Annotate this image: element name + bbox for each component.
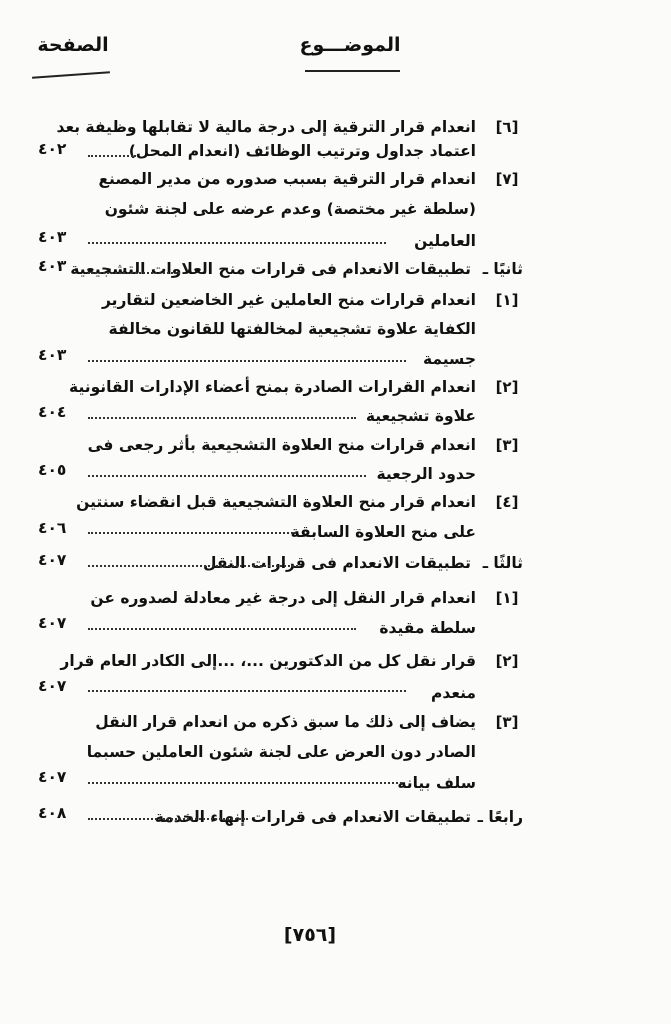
entry-page-number: ٤٠٢ [38, 140, 67, 158]
bleed-through-text [540, 60, 630, 75]
entry-number: [١] [495, 589, 519, 607]
entry-text-line: علاوة تشجيعية [365, 407, 476, 425]
leader-dots [88, 818, 248, 820]
section-title: تطبيقات الانعدام فى قرارات منح العلاوات التشجيعية [70, 260, 471, 278]
entry-text-line: انعدام قرار النقل إلى درجة غير معادلة لصدوره عن [90, 589, 476, 607]
leader-dots [88, 360, 406, 362]
leader-dots [88, 782, 402, 784]
entry-number: [٣] [495, 436, 519, 454]
entry-number: [٤] [495, 493, 519, 511]
section-title: تطبيقات الانعدام فى قرارات النقل [203, 554, 471, 572]
entry-page-number: ٤٠٧ [38, 677, 67, 695]
entry-text-line: حدود الرجعية [376, 465, 476, 483]
entry-page-number: ٤٠٣ [38, 257, 67, 275]
page-number-footer: [٧٥٦] [283, 924, 337, 946]
section-ordinal: ثالثًا ـ [482, 554, 523, 572]
topic-header-underline [305, 70, 400, 72]
entry-text-line: سلطة مقيدة [379, 619, 476, 637]
entry-page-number: ٤٠٧ [38, 768, 67, 786]
topic-column-header: الموضـــوع [299, 34, 401, 56]
entry-number: [٢] [495, 378, 519, 396]
entry-text-line: انعدام القرارات الصادرة بمنح أعضاء الإدارات القانونية [69, 378, 476, 396]
leader-dots [88, 417, 356, 419]
entry-text-line: على منح العلاوة السابقة [290, 523, 476, 541]
entry-page-number: ٤٠٥ [38, 461, 67, 479]
leader-dots [88, 532, 296, 534]
entry-page-number: ٤٠٣ [38, 228, 67, 246]
entry-text-line: سلف بيانه [397, 774, 476, 792]
entry-text-line: قرار نقل كل من الدكتورين ...، ...إلى الكادر العام قرار [60, 652, 476, 670]
entry-page-number: ٤٠٣ [38, 346, 67, 364]
leader-dots [88, 565, 298, 567]
page-header-underline [32, 71, 110, 78]
entry-number: [٧] [495, 170, 519, 188]
entry-page-number: ٤٠٨ [38, 804, 67, 822]
entry-page-number: ٤٠٤ [38, 403, 67, 421]
section-ordinal: رابعًا ـ [477, 808, 523, 826]
entry-page-number: ٤٠٧ [38, 614, 67, 632]
entry-text-line: الصادر دون العرض على لجنة شئون العاملين حسبما [86, 743, 476, 761]
section-ordinal: ثانيًا ـ [482, 260, 523, 278]
entry-number: [١] [495, 291, 519, 309]
entry-text-line: الكفاية علاوة تشجيعية لمخالفتها للقانون مخالفة [108, 320, 476, 338]
entry-text-line: (سلطة غير مختصة) وعدم عرضه على لجنة شئون [104, 200, 476, 218]
entry-text-line: انعدام قرارات منح العاملين غير الخاضعين لتقارير [102, 291, 476, 309]
leader-dots [88, 242, 386, 244]
entry-text-line: اعتماد جداول وترتيب الوظائف (انعدام المحل) [128, 142, 476, 160]
entry-number: [٢] [495, 652, 519, 670]
leader-dots [88, 272, 180, 274]
leader-dots [88, 628, 356, 630]
page-column-header: الصفحة [37, 34, 109, 56]
leader-dots [88, 475, 366, 477]
entry-text-line: انعدام قرارات منح العلاوة التشجيعية بأثر رجعى فى [87, 436, 476, 454]
entry-number: [٦] [495, 118, 519, 136]
entry-number: [٣] [495, 713, 519, 731]
entry-text-line: انعدام قرار الترقية بسبب صدوره من مدير المصنع [98, 170, 476, 188]
entry-text-line: انعدام قرار منح العلاوة التشجيعية قبل انقضاء سنتين [76, 493, 476, 511]
entry-text-line: جسيمة [422, 350, 476, 368]
entry-text-line: يضاف إلى ذلك ما سبق ذكره من انعدام قرار النقل [95, 713, 476, 731]
entry-text-line: انعدام قرار الترقية إلى درجة مالية لا تقابلها وظيفة بعد [56, 118, 476, 136]
leader-dots [88, 690, 406, 692]
entry-page-number: ٤٠٧ [38, 551, 67, 569]
entry-page-number: ٤٠٦ [38, 519, 67, 537]
section-title: تطبيقات الانعدام فى قرارات إنهاء الخدمة [154, 808, 471, 826]
entry-text-line: العاملين [414, 232, 476, 250]
entry-text-line: منعدم [431, 684, 476, 702]
leader-dots [88, 155, 136, 157]
